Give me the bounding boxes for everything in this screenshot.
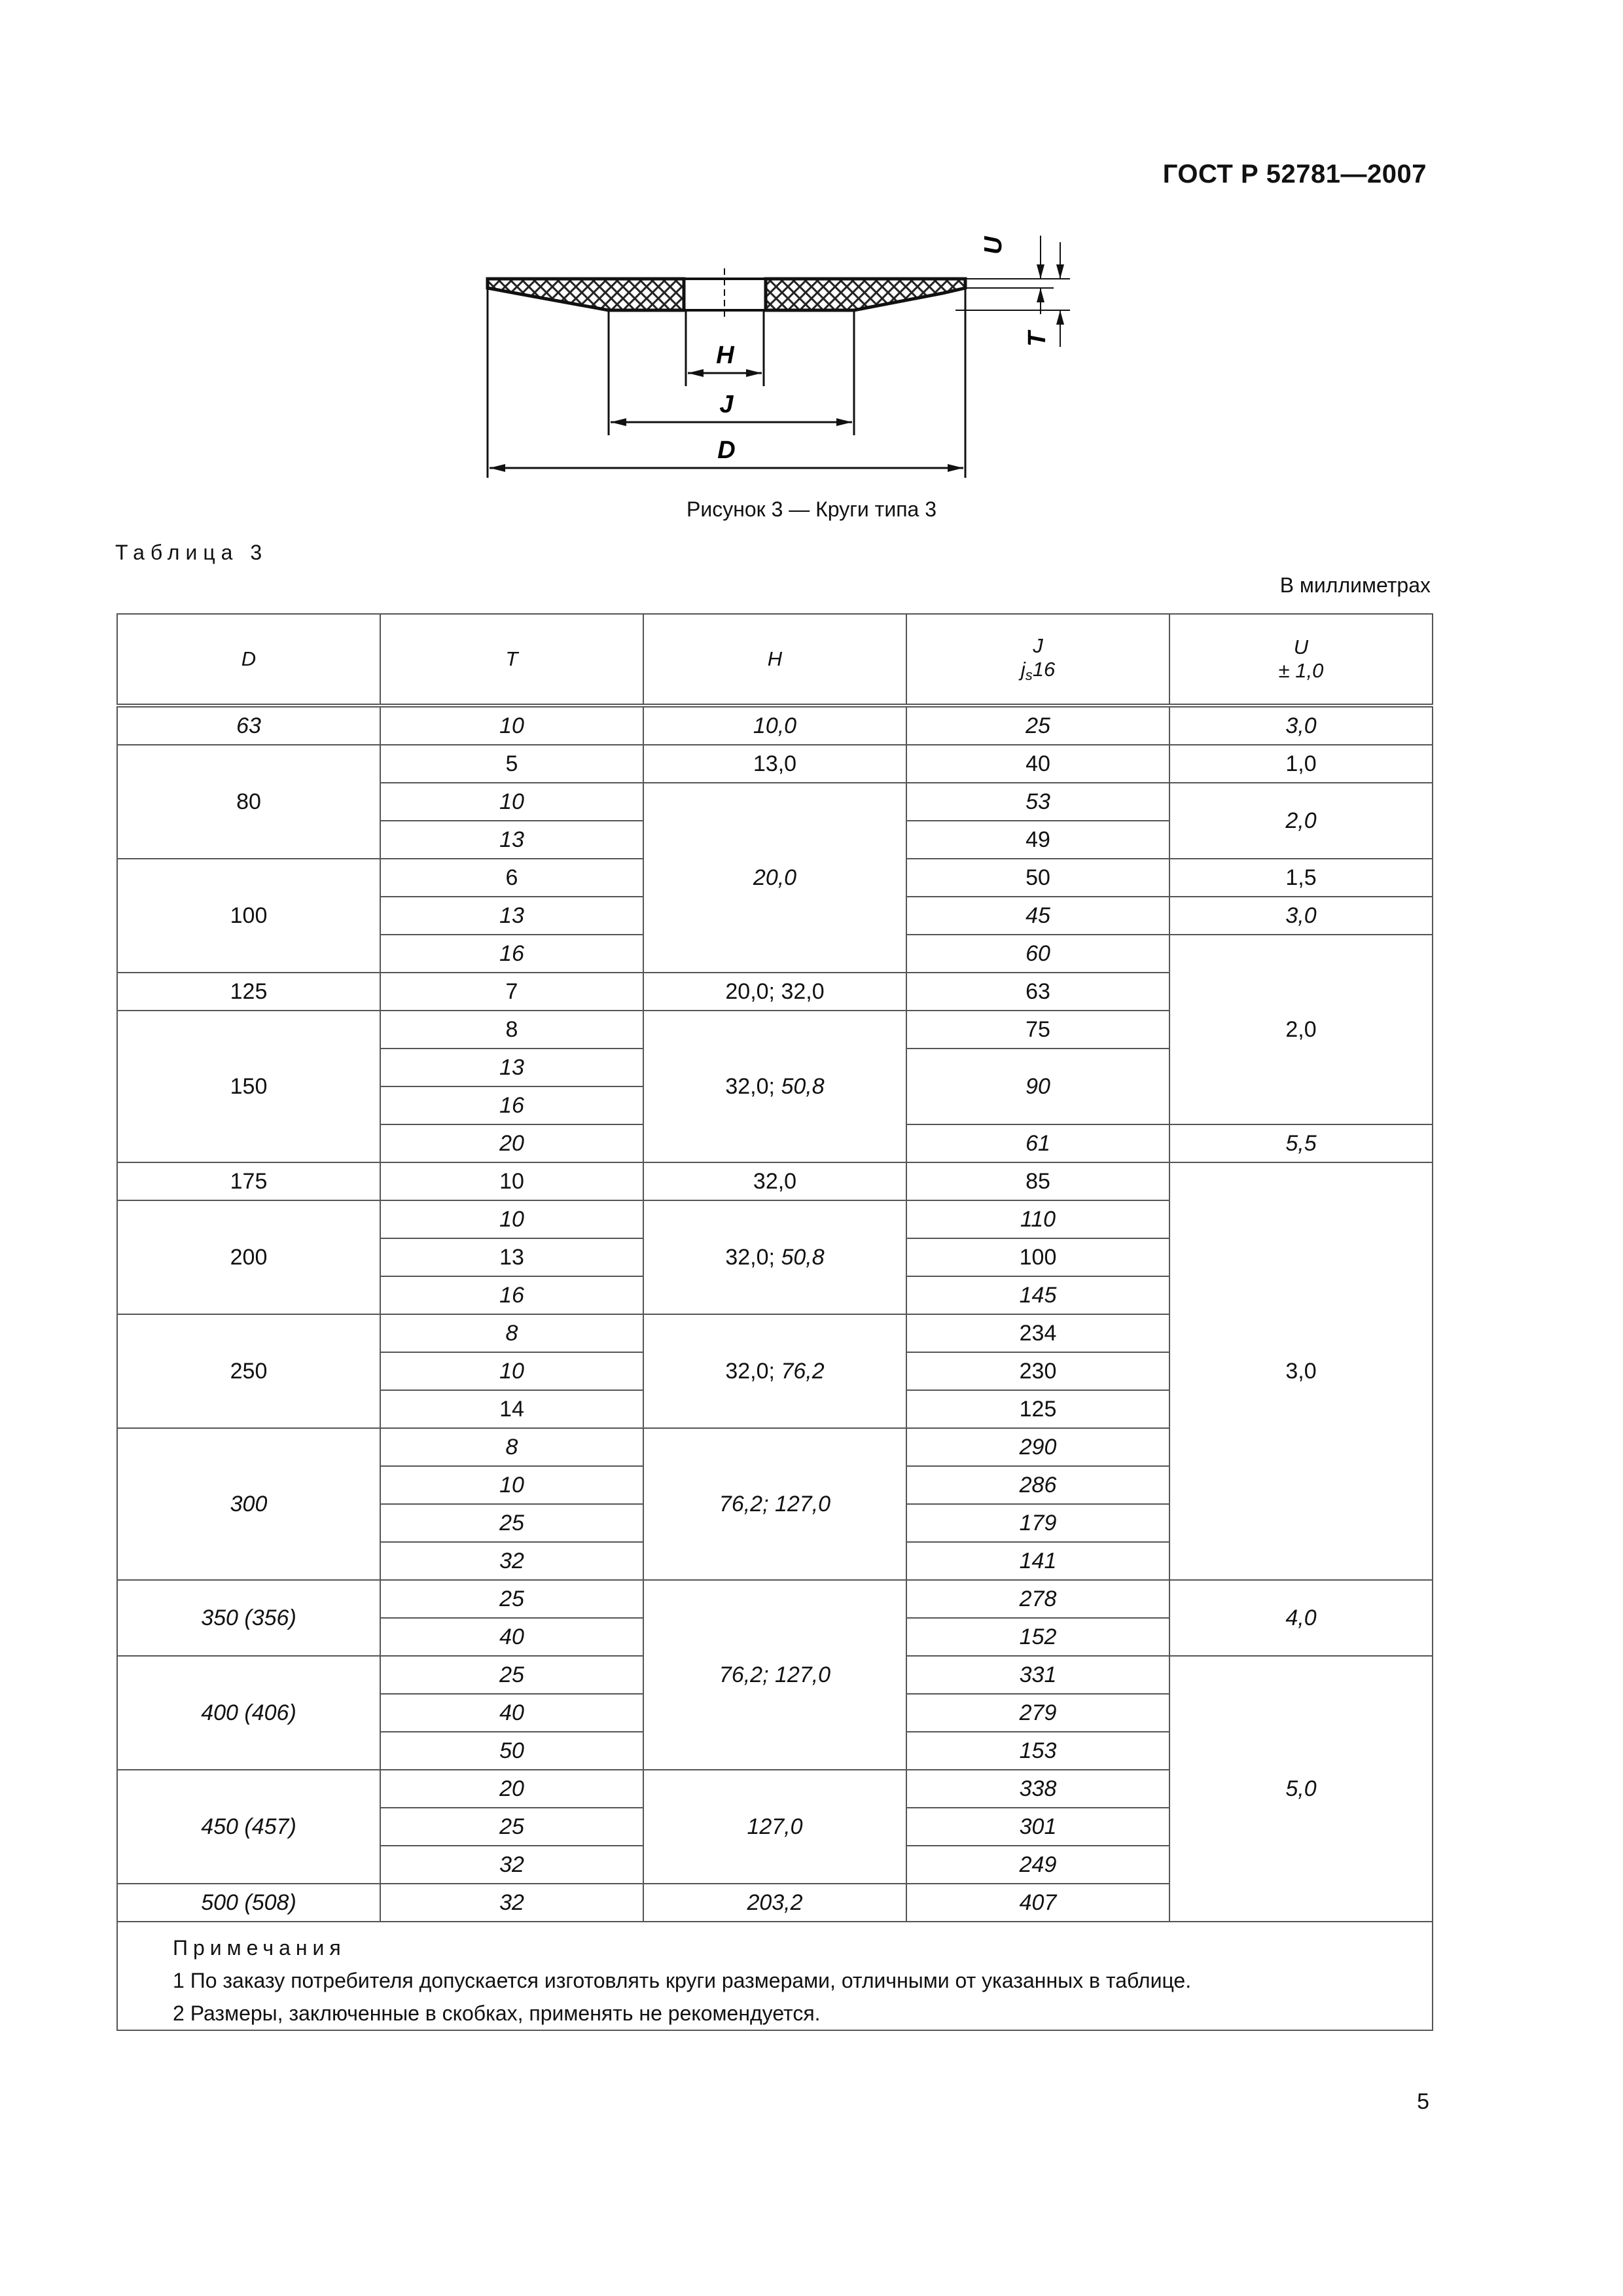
header-D: D bbox=[117, 614, 380, 706]
cell-J: 338 bbox=[906, 1770, 1169, 1808]
cell-J: 249 bbox=[906, 1846, 1169, 1884]
cell-D: 150 bbox=[117, 1011, 380, 1162]
cell-J: 75 bbox=[906, 1011, 1169, 1049]
cell-T: 25 bbox=[380, 1808, 643, 1846]
cell-D: 300 bbox=[117, 1428, 380, 1580]
cell-U: 1,0 bbox=[1169, 745, 1433, 783]
dimension-J bbox=[611, 391, 852, 426]
cell-H: 32,0; 76,2 bbox=[643, 1314, 906, 1428]
note-item: 2 Размеры, заключенные в скобках, применять не рекомендуется. bbox=[173, 2001, 821, 2025]
cell-T: 50 bbox=[380, 1732, 643, 1770]
cell-J: 85 bbox=[906, 1162, 1169, 1200]
cell-T: 32 bbox=[380, 1542, 643, 1580]
cell-T: 25 bbox=[380, 1656, 643, 1694]
header-J-label: J bbox=[1033, 634, 1043, 657]
cell-J: 45 bbox=[906, 897, 1169, 935]
dimension-D bbox=[490, 437, 963, 472]
table-header-row bbox=[117, 614, 1433, 706]
cell-J: 152 bbox=[906, 1618, 1169, 1656]
cell-H: 13,0 bbox=[643, 745, 906, 783]
wheel-right-section bbox=[766, 279, 965, 310]
cell-T: 32 bbox=[380, 1884, 643, 1922]
cell-U: 1,5 bbox=[1169, 859, 1433, 897]
dimensions-table bbox=[116, 613, 1433, 2031]
cell-U: 2,0 bbox=[1169, 935, 1433, 1124]
cell-T: 20 bbox=[380, 1770, 643, 1808]
cell-J: 290 bbox=[906, 1428, 1169, 1466]
cell-T: 13 bbox=[380, 821, 643, 859]
dimension-U bbox=[965, 236, 1070, 314]
cell-U: 5,0 bbox=[1169, 1656, 1433, 1922]
cell-J: 145 bbox=[906, 1276, 1169, 1314]
document-id: ГОСТ Р 52781—2007 bbox=[1162, 160, 1427, 188]
cell-H: 127,0 bbox=[643, 1770, 906, 1884]
cell-T: 16 bbox=[380, 935, 643, 973]
svg-text:H: H bbox=[716, 342, 734, 369]
cell-H: 32,0 bbox=[643, 1162, 906, 1200]
cell-T: 10 bbox=[380, 1200, 643, 1238]
cell-D: 100 bbox=[117, 859, 380, 973]
cell-J: 153 bbox=[906, 1732, 1169, 1770]
cell-J: 25 bbox=[906, 706, 1169, 745]
cell-U: 5,5 bbox=[1169, 1124, 1433, 1162]
dimension-H bbox=[688, 342, 762, 377]
cell-T: 13 bbox=[380, 1238, 643, 1276]
cell-J: 407 bbox=[906, 1884, 1169, 1922]
cell-D: 63 bbox=[117, 706, 380, 745]
notes-title: Примечания bbox=[173, 1936, 346, 1960]
cell-J: 63 bbox=[906, 973, 1169, 1011]
cell-T: 8 bbox=[380, 1428, 643, 1466]
svg-text:D: D bbox=[717, 437, 736, 464]
header-U-label: U bbox=[1293, 636, 1309, 658]
cell-T: 5 bbox=[380, 745, 643, 783]
cell-H: 32,0; 50,8 bbox=[643, 1011, 906, 1162]
cell-T: 8 bbox=[380, 1314, 643, 1352]
note-item: 1 По заказу потребителя допускается изготовлять круги размерами, отличными от указанных в таблице. bbox=[173, 1969, 1192, 1992]
header-J bbox=[906, 614, 1169, 706]
wheel-left-section bbox=[488, 279, 684, 310]
cell-T: 7 bbox=[380, 973, 643, 1011]
cell-T: 10 bbox=[380, 1162, 643, 1200]
header-U bbox=[1169, 614, 1433, 706]
cell-D: 350 (356) bbox=[117, 1580, 380, 1656]
cell-U: 3,0 bbox=[1169, 1162, 1433, 1580]
cell-J: 279 bbox=[906, 1694, 1169, 1732]
cell-D: 250 bbox=[117, 1314, 380, 1428]
wheel-drawing bbox=[458, 216, 1073, 497]
cell-H: 32,0; 50,8 bbox=[643, 1200, 906, 1314]
cell-D: 175 bbox=[117, 1162, 380, 1200]
cell-J: 50 bbox=[906, 859, 1169, 897]
cell-J: 286 bbox=[906, 1466, 1169, 1504]
header-U-tolerance: ± 1,0 bbox=[1278, 659, 1324, 682]
cell-H: 76,2; 127,0 bbox=[643, 1428, 906, 1580]
header-J-tolerance: $j_s16$ bbox=[1020, 658, 1056, 683]
cell-J: 100 bbox=[906, 1238, 1169, 1276]
cell-T: 20 bbox=[380, 1124, 643, 1162]
svg-text:U: U bbox=[980, 236, 1007, 255]
cell-U: 4,0 bbox=[1169, 1580, 1433, 1656]
cell-D: 200 bbox=[117, 1200, 380, 1314]
cell-D: 450 (457) bbox=[117, 1770, 380, 1884]
cell-T: 13 bbox=[380, 1049, 643, 1086]
cell-J: 53 bbox=[906, 783, 1169, 821]
cell-T: 32 bbox=[380, 1846, 643, 1884]
cell-J: 301 bbox=[906, 1808, 1169, 1846]
cell-H: 20,0; 32,0 bbox=[643, 973, 906, 1011]
cell-J: 40 bbox=[906, 745, 1169, 783]
cell-J: 230 bbox=[906, 1352, 1169, 1390]
cell-J: 331 bbox=[906, 1656, 1169, 1694]
cell-J: 278 bbox=[906, 1580, 1169, 1618]
table-notes bbox=[117, 1922, 1433, 2030]
cell-H: 10,0 bbox=[643, 706, 906, 745]
cell-U: 3,0 bbox=[1169, 897, 1433, 935]
cell-T: 16 bbox=[380, 1086, 643, 1124]
table-label: Таблица 3 bbox=[115, 541, 268, 564]
table-row bbox=[117, 745, 1433, 783]
cell-U: 3,0 bbox=[1169, 706, 1433, 745]
svg-text:T: T bbox=[1024, 331, 1051, 347]
cell-J: 49 bbox=[906, 821, 1169, 859]
page-number: 5 bbox=[1417, 2089, 1429, 2114]
cell-H: 20,0 bbox=[643, 783, 906, 973]
cell-T: 25 bbox=[380, 1504, 643, 1542]
cell-T: 6 bbox=[380, 859, 643, 897]
cell-J: 61 bbox=[906, 1124, 1169, 1162]
cell-T: 10 bbox=[380, 783, 643, 821]
table-row bbox=[117, 706, 1433, 745]
cell-T: 8 bbox=[380, 1011, 643, 1049]
cell-T: 25 bbox=[380, 1580, 643, 1618]
cell-T: 10 bbox=[380, 1352, 643, 1390]
table-row bbox=[117, 1162, 1433, 1200]
cell-T: 10 bbox=[380, 706, 643, 745]
cell-D: 400 (406) bbox=[117, 1656, 380, 1770]
figure-caption: Рисунок 3 — Круги типа 3 bbox=[686, 497, 936, 521]
cell-T: 10 bbox=[380, 1466, 643, 1504]
cell-T: 16 bbox=[380, 1276, 643, 1314]
cell-J: 60 bbox=[906, 935, 1169, 973]
cell-D: 500 (508) bbox=[117, 1884, 380, 1922]
cell-J: 90 bbox=[906, 1049, 1169, 1124]
cell-U: 2,0 bbox=[1169, 783, 1433, 859]
cell-T: 14 bbox=[380, 1390, 643, 1428]
table-row bbox=[117, 1580, 1433, 1618]
cell-H: 203,2 bbox=[643, 1884, 906, 1922]
cell-J: 141 bbox=[906, 1542, 1169, 1580]
cell-J: 179 bbox=[906, 1504, 1169, 1542]
cell-D: 80 bbox=[117, 745, 380, 859]
cell-J: 125 bbox=[906, 1390, 1169, 1428]
header-H: H bbox=[643, 614, 906, 706]
cell-H: 76,2; 127,0 bbox=[643, 1580, 906, 1770]
svg-text:J: J bbox=[719, 391, 734, 418]
cell-J: 234 bbox=[906, 1314, 1169, 1352]
header-T: T bbox=[380, 614, 643, 706]
cell-T: 13 bbox=[380, 897, 643, 935]
cell-T: 40 bbox=[380, 1694, 643, 1732]
cell-T: 40 bbox=[380, 1618, 643, 1656]
table-units: В миллиметрах bbox=[1279, 573, 1431, 597]
table-notes-row bbox=[117, 1922, 1433, 2030]
dimension-T bbox=[955, 242, 1070, 347]
cell-J: 110 bbox=[906, 1200, 1169, 1238]
cell-D: 125 bbox=[117, 973, 380, 1011]
